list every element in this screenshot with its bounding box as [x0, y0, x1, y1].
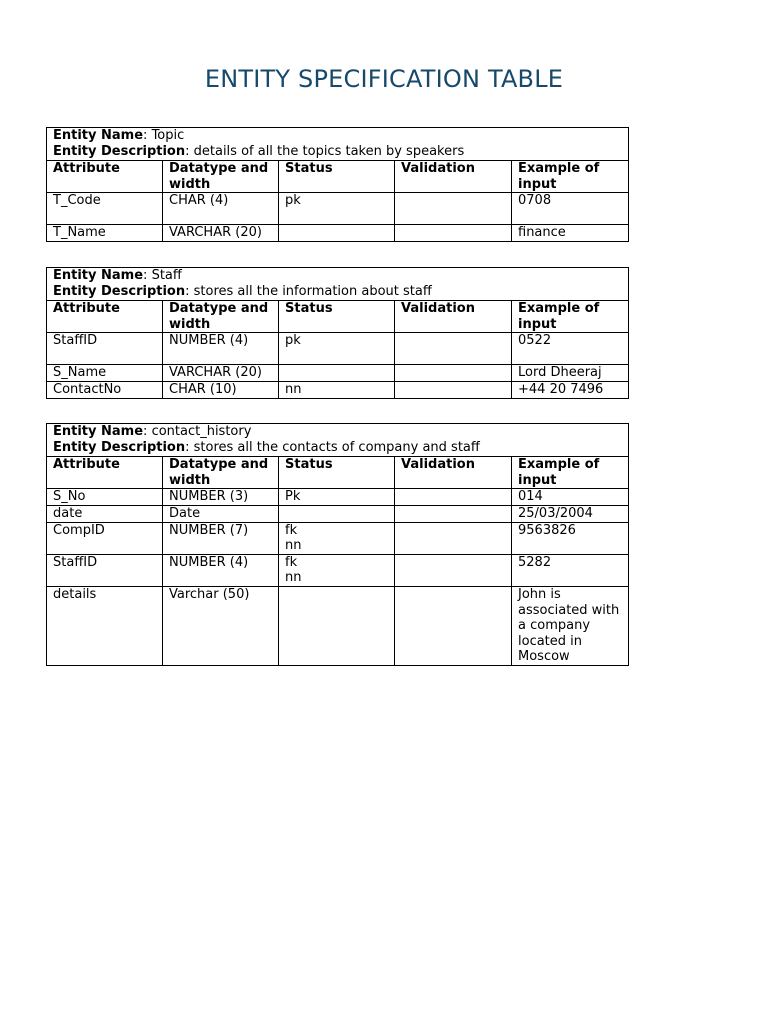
cell-status: nn — [279, 381, 395, 398]
cell-status — [279, 522, 395, 554]
entity-description-value: stores all the contacts of company and staff — [193, 439, 480, 455]
cell-attribute: S_Name — [47, 365, 163, 382]
cell-validation — [395, 554, 512, 586]
cell-example: 0708 — [512, 193, 629, 225]
cell-datatype: NUMBER (3) — [163, 489, 279, 506]
cell-datatype: NUMBER (4) — [163, 554, 279, 586]
cell-status-line-2: nn — [285, 570, 302, 586]
cell-status: pk — [279, 333, 395, 365]
table-row — [47, 554, 629, 586]
cell-status — [279, 505, 395, 522]
column-header-attribute: Attribute — [47, 457, 163, 489]
column-header-row — [47, 457, 629, 489]
cell-datatype: CHAR (4) — [163, 193, 279, 225]
cell-validation — [395, 225, 512, 242]
entity-name-value: Staff — [151, 268, 182, 283]
column-header-example: Example of input — [512, 301, 629, 333]
cell-datatype: NUMBER (4) — [163, 333, 279, 365]
entity-header-row — [47, 268, 629, 301]
cell-example: 9563826 — [512, 522, 629, 554]
column-header-datatype: Datatype and width — [163, 301, 279, 333]
entity-header-row — [47, 128, 629, 161]
entity-name-value: Topic — [151, 128, 185, 143]
column-header-datatype: Datatype and width — [163, 161, 279, 193]
cell-status: Pk — [279, 489, 395, 506]
entity-header-cell: Entity Name: Staff Entity Description: stores all the information about staff — [47, 268, 629, 301]
table-row — [47, 522, 629, 554]
column-header-validation: Validation — [395, 301, 512, 333]
entity-table-staff — [46, 267, 629, 399]
table-row — [47, 333, 629, 365]
cell-status-line-1: fk — [285, 522, 298, 538]
entity-header-row — [47, 424, 629, 457]
cell-validation — [395, 381, 512, 398]
cell-attribute: T_Name — [47, 225, 163, 242]
table-row — [47, 489, 629, 506]
column-header-datatype: Datatype and width — [163, 457, 279, 489]
cell-datatype: NUMBER (7) — [163, 522, 279, 554]
cell-validation — [395, 333, 512, 365]
column-header-validation: Validation — [395, 161, 512, 193]
cell-status — [279, 554, 395, 586]
table-row — [47, 225, 629, 242]
cell-attribute: T_Code — [47, 193, 163, 225]
cell-example: finance — [512, 225, 629, 242]
column-header-example: Example of input — [512, 161, 629, 193]
table-row — [47, 586, 629, 665]
cell-validation — [395, 193, 512, 225]
column-header-status: Status — [279, 457, 395, 489]
cell-attribute: S_No — [47, 489, 163, 506]
entity-name-label: Entity Name — [53, 268, 144, 283]
cell-example: Lord Dheeraj — [512, 365, 629, 382]
column-header-row — [47, 161, 629, 193]
entity-description-value: stores all the information about staff — [193, 283, 432, 299]
table-row — [47, 381, 629, 398]
column-header-attribute: Attribute — [47, 161, 163, 193]
entity-description-label: Entity Description — [53, 143, 186, 159]
cell-attribute: StaffID — [47, 554, 163, 586]
cell-datatype: Date — [163, 505, 279, 522]
column-header-attribute: Attribute — [47, 301, 163, 333]
column-header-status: Status — [279, 161, 395, 193]
entity-header-cell: Entity Name: contact_history Entity Description: stores all the contacts of company and staff — [47, 424, 629, 457]
entity-table-topic — [46, 127, 629, 242]
cell-attribute: ContactNo — [47, 381, 163, 398]
column-header-example: Example of input — [512, 457, 629, 489]
cell-validation — [395, 365, 512, 382]
cell-datatype: VARCHAR (20) — [163, 365, 279, 382]
cell-validation — [395, 522, 512, 554]
cell-attribute: details — [47, 586, 163, 665]
entity-header-cell: Entity Name: Topic Entity Description: details of all the topics taken by speakers — [47, 128, 629, 161]
cell-validation — [395, 489, 512, 506]
cell-status — [279, 365, 395, 382]
page-title: ENTITY SPECIFICATION TABLE — [204, 65, 564, 93]
cell-attribute: StaffID — [47, 333, 163, 365]
column-header-validation: Validation — [395, 457, 512, 489]
cell-example: +44 20 7496 — [512, 381, 629, 398]
entity-name-value: contact_history — [151, 424, 252, 439]
entity-name-label: Entity Name — [53, 424, 144, 439]
cell-example: John is associated with a company located in Moscow — [512, 586, 629, 665]
column-header-status: Status — [279, 301, 395, 333]
cell-example: 5282 — [512, 554, 629, 586]
cell-status — [279, 225, 395, 242]
entity-name-label: Entity Name — [53, 128, 144, 143]
entity-table-contact-history — [46, 423, 629, 666]
entity-description-value: details of all the topics taken by speakers — [193, 143, 465, 159]
cell-attribute: CompID — [47, 522, 163, 554]
cell-example: 25/03/2004 — [512, 505, 629, 522]
cell-status — [279, 586, 395, 665]
cell-datatype: VARCHAR (20) — [163, 225, 279, 242]
cell-datatype: CHAR (10) — [163, 381, 279, 398]
cell-validation — [395, 505, 512, 522]
cell-status-line-2: nn — [285, 538, 302, 554]
entity-description-label: Entity Description — [53, 439, 186, 455]
table-row — [47, 365, 629, 382]
table-row — [47, 193, 629, 225]
table-row — [47, 505, 629, 522]
cell-validation — [395, 586, 512, 665]
cell-datatype: Varchar (50) — [163, 586, 279, 665]
cell-status: pk — [279, 193, 395, 225]
cell-attribute: date — [47, 505, 163, 522]
column-header-row — [47, 301, 629, 333]
entity-description-label: Entity Description — [53, 283, 186, 299]
cell-example: 014 — [512, 489, 629, 506]
cell-status-line-1: fk — [285, 554, 298, 570]
cell-example: 0522 — [512, 333, 629, 365]
